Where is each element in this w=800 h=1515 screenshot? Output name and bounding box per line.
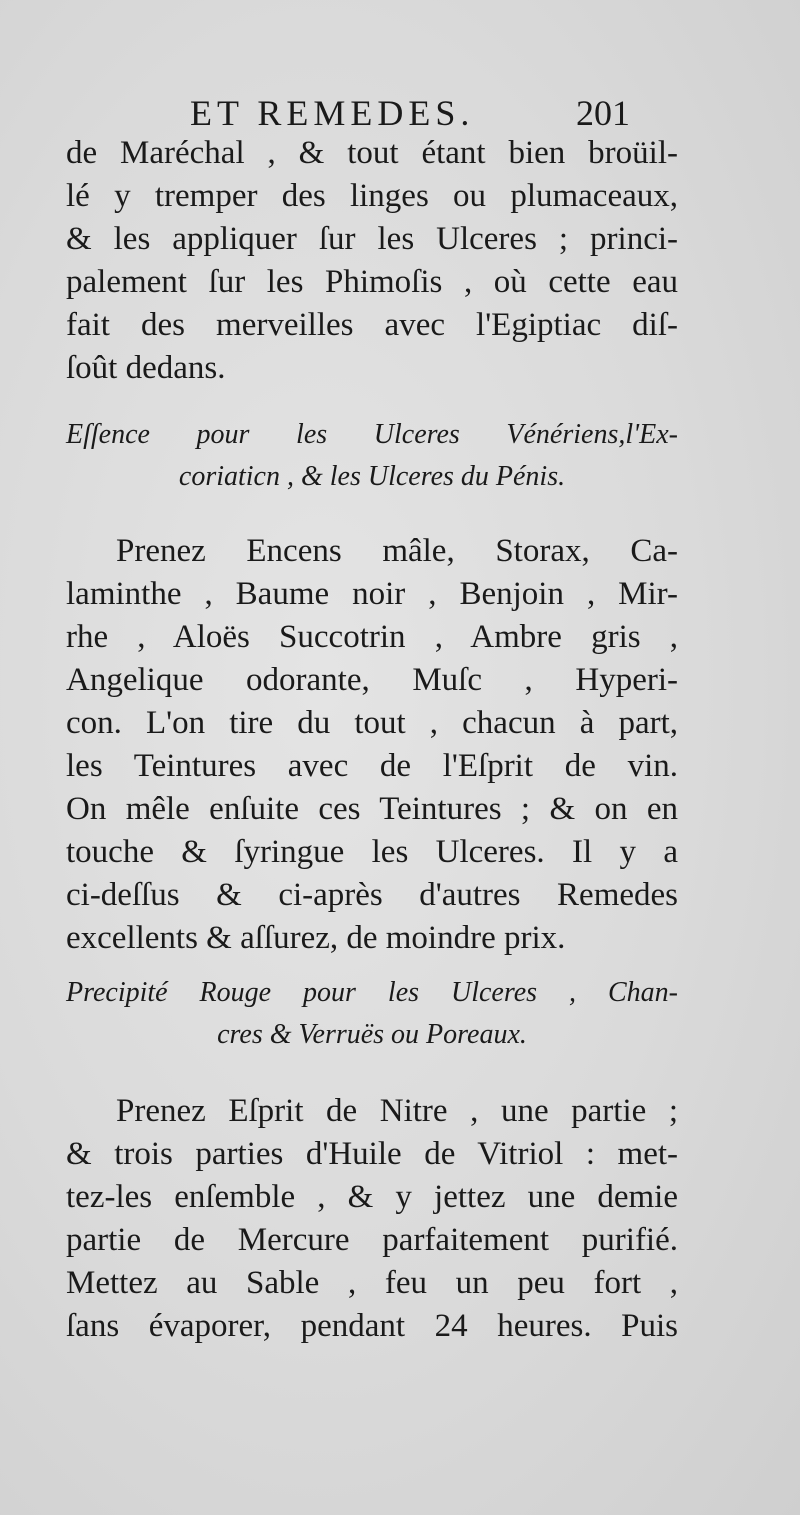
text-line: Mettez au Sable , feu un peu fort , — [66, 1265, 678, 1301]
running-head: ET REMEDES. — [190, 93, 475, 133]
paragraph-1 — [66, 132, 678, 390]
paragraph-3 — [66, 1090, 678, 1348]
text-line: Prenez Eſprit de Nitre , une partie ; — [116, 1093, 678, 1129]
text-line: partie de Mercure parfaitement purifié. — [66, 1222, 678, 1258]
text-line: laminthe , Baume noir , Benjoin , Mir- — [66, 576, 678, 612]
text-line: lé y tremper des linges ou plumaceaux, — [66, 178, 678, 214]
text-line: & les appliquer ſur les Ulceres ; princi- — [66, 221, 678, 257]
text-line: ci-deſſus & ci-après d'autres Remedes — [66, 877, 678, 913]
text-line: palement ſur les Phimoſis , où cette eau — [66, 264, 678, 300]
paragraph-2 — [66, 530, 678, 960]
text-line: On mêle enſuite ces Teintures ; & on en — [66, 791, 678, 827]
heading-line: coriaticn , & les Ulceres du Pénis. — [178, 461, 566, 492]
text-line: Angelique odorante, Muſc , Hyperi- — [66, 662, 678, 698]
text-line: les Teintures avec de l'Eſprit de vin. — [66, 748, 678, 784]
heading-line: Precipité Rouge pour les Ulceres , Chan- — [66, 977, 678, 1008]
text-line: con. L'on tire du tout , chacun à part, — [66, 705, 678, 741]
text-line: fait des merveilles avec l'Egiptiac diſ- — [66, 307, 678, 343]
text-line: de Maréchal , & tout étant bien broüil- — [66, 135, 678, 171]
text-line: & trois parties d'Huile de Vitriol : met- — [66, 1136, 678, 1172]
text-line: rhe , Aloës Succotrin , Ambre gris , — [66, 619, 678, 655]
text-line: ſoût dedans. — [66, 350, 226, 386]
section-heading-2 — [66, 972, 678, 1056]
text-line: touche & ſyringue les Ulceres. Il y a — [66, 834, 678, 870]
heading-line: Eſſence pour les Ulceres Vénériens,l'Ex- — [66, 419, 678, 450]
text-line: excellents & aſſurez, de moindre prix. — [66, 920, 566, 956]
heading-line: cres & Verruës ou Poreaux. — [217, 1019, 527, 1050]
page-number: 201 — [576, 93, 630, 133]
text-line: tez-les enſemble , & y jettez une demie — [66, 1179, 678, 1215]
text-line: ſans évaporer, pendant 24 heures. Puis — [66, 1308, 678, 1344]
section-heading-1 — [66, 414, 678, 498]
text-line: Prenez Encens mâle, Storax, Ca- — [116, 533, 678, 569]
